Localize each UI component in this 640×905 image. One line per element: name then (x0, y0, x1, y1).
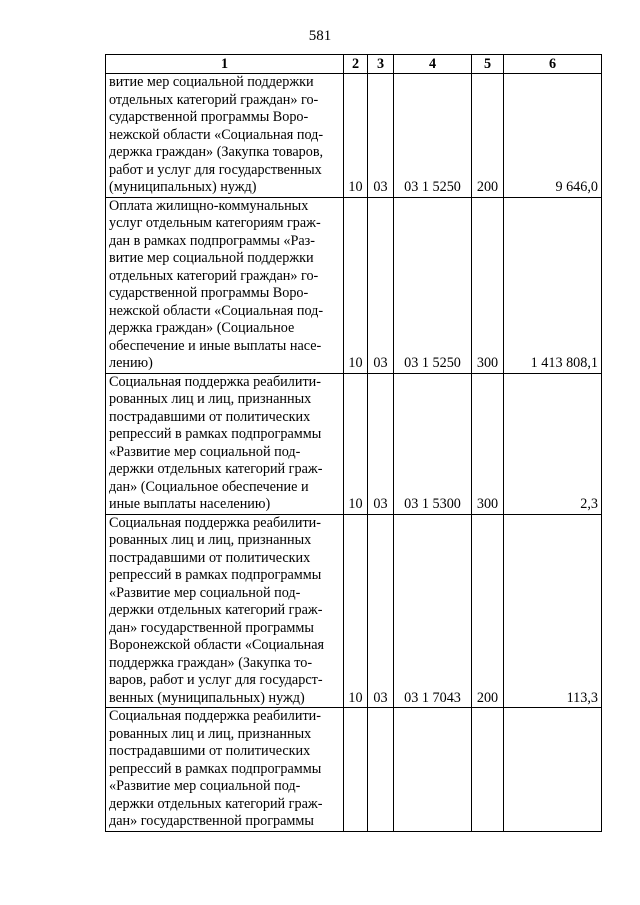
section-code: 10 (344, 197, 368, 373)
subsection-code: 03 (368, 74, 394, 198)
target-article-code: 03 1 5250 (394, 197, 472, 373)
description-line: работ и услуг для государственных (109, 161, 322, 178)
amount (504, 708, 602, 832)
subsection-code: 03 (368, 197, 394, 373)
row-description (106, 514, 344, 708)
header-col-5: 5 (472, 55, 504, 74)
description-line: Социальная поддержка реабилити- (109, 514, 321, 531)
table-row (106, 373, 602, 514)
table-row (106, 74, 602, 198)
description-line: рованных лиц и лиц, признанных (109, 532, 312, 548)
description-line: иные выплаты населению) (109, 496, 271, 512)
expense-type-code: 200 (472, 514, 504, 708)
target-article-code: 03 1 7043 (394, 514, 472, 708)
row-description (106, 708, 344, 832)
header-col-4: 4 (394, 55, 472, 74)
section-code: 10 (344, 373, 368, 514)
section-code (344, 708, 368, 832)
target-article-code: 03 1 5300 (394, 373, 472, 514)
description-line: сударственной программы Воро- (109, 285, 309, 301)
header-col-1: 1 (106, 55, 344, 74)
subsection-code: 03 (368, 373, 394, 514)
target-article-code (394, 708, 472, 832)
description-line: нежской области «Социальная под- (109, 126, 324, 143)
description-line: обеспечение и иные выплаты насе- (109, 337, 322, 354)
description-line: репрессий в рамках подпрограммы (109, 567, 322, 583)
description-line: Социальная поддержка реабилити- (109, 708, 321, 724)
table-row (106, 708, 602, 832)
row-description (106, 373, 344, 514)
header-col-6: 6 (504, 55, 602, 74)
expense-type-code (472, 708, 504, 832)
table-row (106, 514, 602, 708)
description-line: отдельных категорий граждан» го- (109, 267, 319, 284)
description-line: держки отдельных категорий граж- (109, 461, 323, 477)
row-description (106, 74, 344, 198)
description-line: дан» государственной программы (109, 813, 314, 829)
description-line: варов, работ и услуг для государст- (109, 672, 323, 688)
description-line: пострадавшими от политических (109, 408, 311, 425)
budget-table (105, 54, 602, 832)
description-line: репрессий в рамках подпрограммы (109, 760, 322, 777)
description-line: «Развитие мер социальной под- (109, 443, 301, 460)
amount: 2,3 (504, 373, 602, 514)
subsection-code (368, 708, 394, 832)
description-line: держки отдельных категорий граж- (109, 602, 323, 618)
expense-type-code: 300 (472, 197, 504, 373)
section-code: 10 (344, 74, 368, 198)
subsection-code: 03 (368, 514, 394, 708)
header-col-3: 3 (368, 55, 394, 74)
description-line: дан» (Социальное обеспечение и (109, 478, 309, 495)
description-line: пострадавшими от политических (109, 549, 311, 566)
description-line: Социальная поддержка реабилити- (109, 373, 321, 390)
page-number: 581 (308, 28, 332, 44)
description-line: «Развитие мер социальной под- (109, 778, 301, 794)
description-line: услуг отдельным категориям граж- (109, 215, 321, 231)
description-line: рованных лиц и лиц, признанных (109, 391, 312, 407)
description-line: венных (муниципальных) нужд) (109, 689, 305, 706)
table-row (106, 197, 602, 373)
description-line: держки отдельных категорий граж- (109, 795, 323, 812)
description-line: держка граждан» (Закупка товаров, (109, 144, 324, 160)
description-line: (муниципальных) нужд) (109, 179, 257, 195)
description-line: дан в рамках подпрограммы «Раз- (109, 232, 316, 249)
amount: 113,3 (504, 514, 602, 708)
description-line: витие мер социальной поддержки (109, 250, 314, 266)
description-line: дан» государственной программы (109, 619, 314, 636)
description-line: держка граждан» (Социальное (109, 320, 295, 336)
expense-type-code: 300 (472, 373, 504, 514)
description-line: лению) (109, 355, 153, 371)
description-line: отдельных категорий граждан» го- (109, 91, 319, 108)
amount: 1 413 808,1 (504, 197, 602, 373)
description-line: поддержка граждан» (Закупка то- (109, 654, 313, 671)
description-line: нежской области «Социальная под- (109, 302, 324, 319)
row-description (106, 197, 344, 373)
description-line: сударственной программы Воро- (109, 109, 309, 125)
description-line: рованных лиц и лиц, признанных (109, 725, 312, 742)
header-row (106, 55, 602, 74)
description-line: Оплата жилищно-коммунальных (109, 197, 309, 214)
amount: 9 646,0 (504, 74, 602, 198)
description-line: «Развитие мер социальной под- (109, 584, 301, 601)
description-line: витие мер социальной поддержки (109, 74, 314, 90)
target-article-code: 03 1 5250 (394, 74, 472, 198)
expense-type-code: 200 (472, 74, 504, 198)
description-line: Воронежской области «Социальная (109, 637, 325, 653)
section-code: 10 (344, 514, 368, 708)
description-line: пострадавшими от политических (109, 743, 311, 759)
header-col-2: 2 (344, 55, 368, 74)
description-line: репрессий в рамках подпрограммы (109, 426, 322, 442)
